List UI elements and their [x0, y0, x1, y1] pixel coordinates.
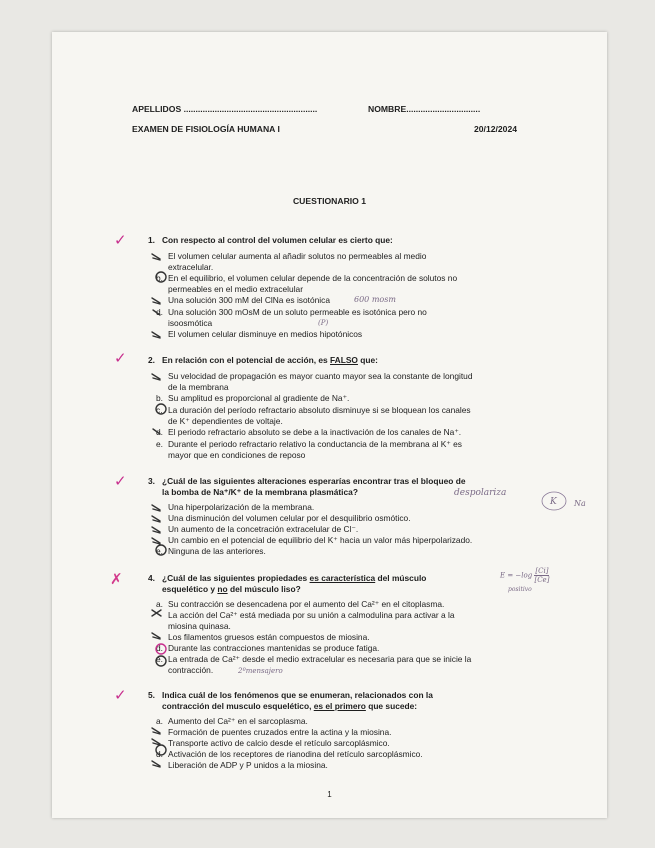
option-a: El volumen celular aumenta al añadir solutos no permeables al medio extracelular.	[168, 251, 427, 272]
strike-mark	[152, 527, 160, 533]
option-b: b. Su amplitud es proporcional al gradiente de Na⁺.	[156, 393, 350, 403]
strike-mark	[152, 610, 161, 616]
option-a: a. Aumento del Ca²⁺ en el sarcoplasma.	[156, 716, 308, 726]
option-b: Una disminución del volumen celular por el desquilibrio osmótico.	[168, 513, 411, 523]
exam-page	[52, 32, 607, 818]
option-b: Formación de puentes cruzados entre la actina y la miosina.	[168, 727, 392, 737]
option-d: d. Activación de los receptores de rianodina del retículo sarcoplásmico.	[156, 749, 423, 759]
option-e: e. Ninguna de las anteriores.	[156, 546, 266, 556]
nombre-field: NOMBRE...............................	[368, 104, 481, 114]
option-c: Una solución 300 mM del ClNa es isotónica	[168, 295, 330, 305]
option-c: c. La duración del período refractario absoluto disminuye si se bloquean los canales de K⁺ dependientes de voltaje.	[156, 405, 471, 426]
question-stem: 3. ¿Cuál de las siguientes alteraciones esperarías encontrar tras el bloqueo de la bomba de Na⁺/K⁺ de la membrana plasmática?	[148, 476, 466, 497]
pencil-formula: E = −log $\frac{[Ci]}{[Ce]}$	[500, 567, 550, 584]
correct-mark: ✓	[114, 349, 127, 367]
option-a: a. Su contracción se desencadena por el aumento del Ca²⁺ en el citoplasma.	[156, 599, 445, 609]
pencil-note: despolariza	[454, 488, 507, 498]
circle-mark	[156, 404, 166, 414]
strike-mark	[152, 505, 160, 511]
strike-mark	[152, 739, 160, 745]
option-e: e. Durante el periodo refractario relativo la conductancia de la membrana al K⁺ es mayor que en condiciones de reposo	[156, 439, 462, 460]
pencil-note: (P)	[318, 319, 329, 327]
option-c: Un aumento de la concetración extracelular de Cl⁻.	[168, 524, 359, 534]
page-title: CUESTIONARIO 1	[292, 196, 367, 206]
option-e: e. La entrada de Ca²⁺ desde el medio extracelular es necesaria para que se inicie la contracción.	[156, 654, 472, 675]
option-a: Su velocidad de propagación es mayor cuanto mayor sea la constante de longitud de la membrana	[168, 371, 473, 392]
strike-mark	[152, 538, 160, 544]
exam-title: EXAMEN DE FISIOLOGÍA HUMANA I	[132, 124, 280, 134]
pencil-note: 600 mosm	[354, 295, 396, 304]
option-d: d. El periodo refractario absoluto se debe a la inactivación de los canales de Na⁺.	[156, 427, 462, 437]
option-b: La acción del Ca²⁺ está mediada por su unión a calmodulina para activar a la miosina quinasa.	[168, 610, 455, 631]
pen-marks	[52, 32, 607, 818]
strike-mark	[153, 310, 160, 315]
option-c: Transporte activo de calcio desde el retículo sarcoplásmico.	[168, 738, 390, 748]
strike-mark	[152, 298, 160, 304]
wrong-mark: ✗	[110, 570, 123, 588]
option-e: El volumen celular disminuye en medios hipotónicos	[168, 329, 363, 339]
question-stem: 1. Con respecto al control del volumen celular es cierto que:	[148, 235, 393, 245]
question-stem: 2. En relación con el potencial de acción, es FALSO que:	[148, 355, 378, 365]
page-number: 1	[327, 790, 332, 799]
option-e: Liberación de ADP y P unidos a la miosina.	[168, 760, 328, 770]
option-d: Un cambio en el potencial de equilibrio del K⁺ hacia un valor más hiperpolarizado.	[168, 535, 473, 545]
apellidos-field: APELLIDOS ........................................................	[132, 104, 318, 114]
option-d: d. Durante las contracciones mantenidas se produce fatiga.	[156, 643, 380, 653]
correct-mark: ✓	[114, 472, 127, 490]
strike-mark	[152, 516, 160, 522]
option-d: d. Una solución 300 mOsM de un soluto permeable es isotónica pero no isoosmótica	[156, 307, 427, 328]
circle-mark	[156, 644, 166, 654]
strike-mark	[152, 374, 160, 380]
option-c: Los filamentos gruesos están compuestos de miosina.	[168, 632, 370, 642]
strike-mark	[152, 728, 160, 734]
question-stem: 4. ¿Cuál de las siguientes propiedades es característica del músculo esquelético y no del músculo liso?	[148, 573, 427, 594]
circle-mark	[156, 272, 166, 282]
strike-mark	[152, 633, 160, 639]
pencil-note: 2ºmensajero	[238, 667, 283, 675]
option-a: Una hiperpolarización de la membrana.	[168, 502, 315, 512]
strike-mark	[153, 429, 160, 434]
circle-mark	[156, 656, 166, 666]
pencil-note: K	[550, 497, 557, 507]
pencil-circle	[542, 492, 566, 510]
circle-mark	[156, 745, 166, 755]
option-b: b. En el equilibrio, el volumen celular depende de la concentración de solutos no permeables en el medio extracelular	[156, 273, 458, 294]
pencil-note: positivo	[508, 586, 532, 593]
correct-mark: ✓	[114, 686, 127, 704]
strike-mark	[152, 761, 160, 767]
question-stem: 5. Indica cuál de los fenómenos que se enumeran, relacionados con la contracción del musculo esquelético, es el primero que sucede:	[148, 690, 433, 711]
strike-mark	[152, 332, 160, 338]
strike-mark	[152, 254, 160, 260]
pencil-note: Na	[574, 499, 586, 508]
circle-mark	[156, 545, 166, 555]
exam-date: 20/12/2024	[474, 124, 518, 134]
correct-mark: ✓	[114, 231, 127, 249]
